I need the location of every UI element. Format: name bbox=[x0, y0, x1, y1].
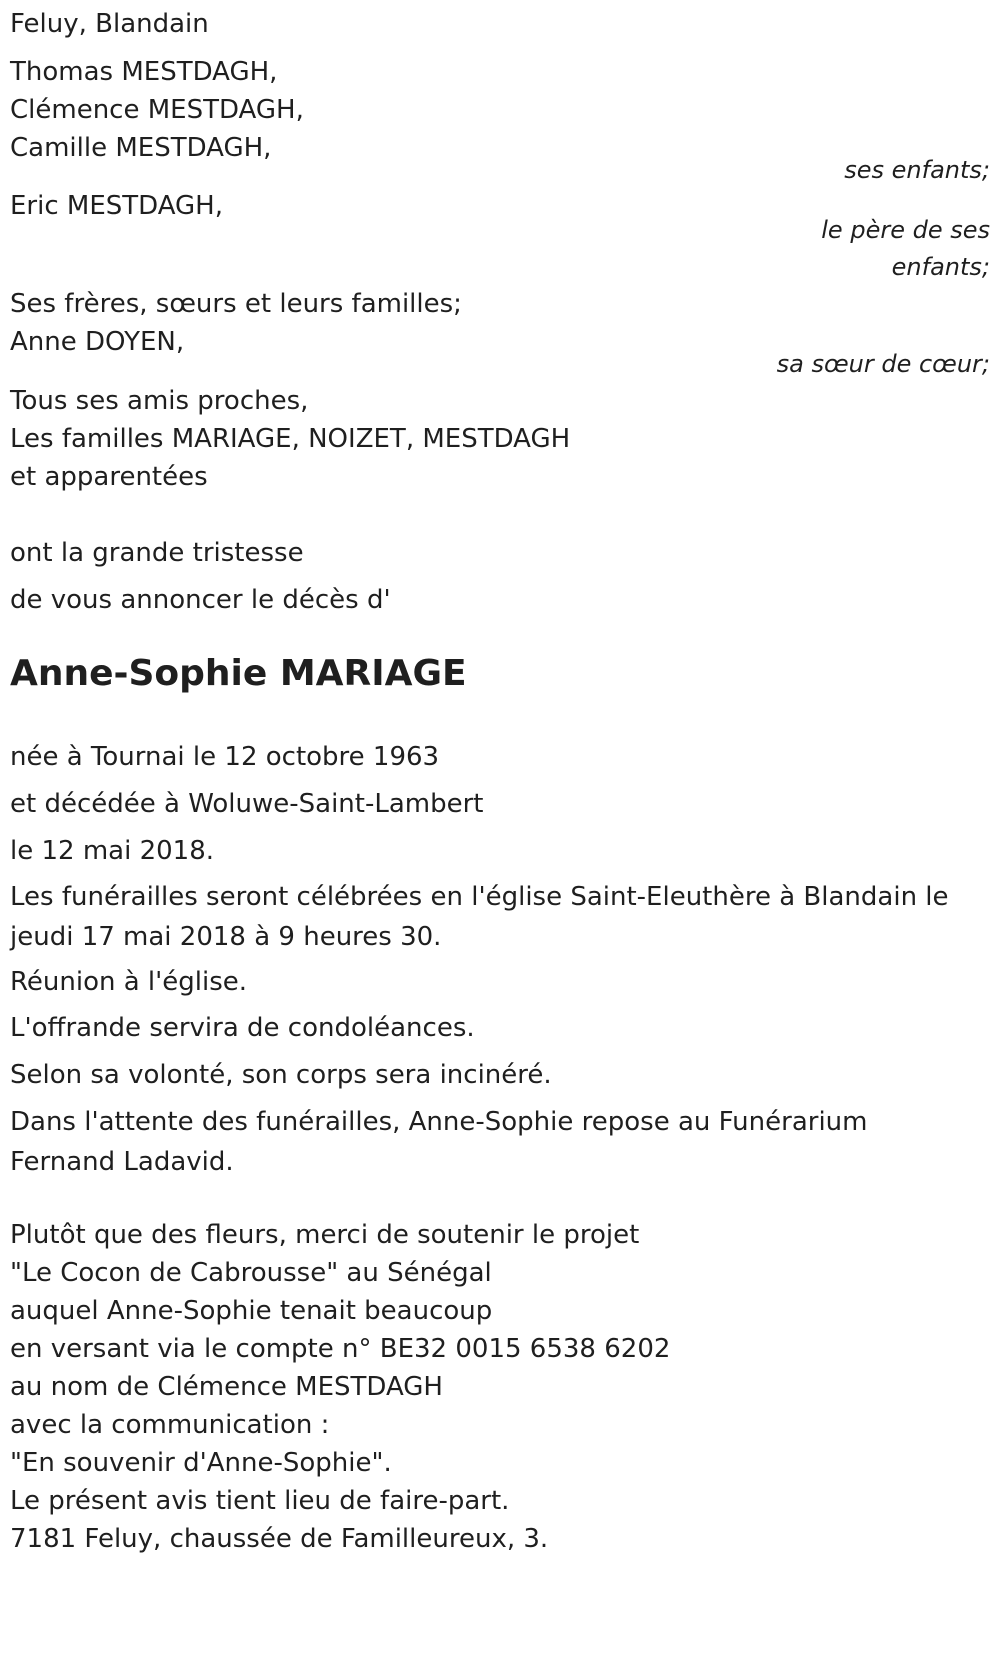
children-role: ses enfants; bbox=[844, 156, 990, 184]
child-name: Camille MESTDAGH, bbox=[10, 133, 272, 163]
donation-line: au nom de Clémence MESTDAGH bbox=[10, 1372, 443, 1402]
friends: Tous ses amis proches, bbox=[10, 386, 309, 416]
families: Les familles MARIAGE, NOIZET, MESTDAGH bbox=[10, 424, 571, 454]
donation-line: auquel Anne-Sophie tenait beaucoup bbox=[10, 1296, 493, 1326]
father-role-line2: enfants; bbox=[891, 253, 990, 281]
donation-line: 7181 Feluy, chaussée de Familleureux, 3. bbox=[10, 1524, 549, 1554]
donation-line: en versant via le compte n° BE32 0015 6538 6202 bbox=[10, 1334, 671, 1364]
heart-sister-role: sa sœur de cœur; bbox=[776, 350, 990, 378]
child-name: Clémence MESTDAGH, bbox=[10, 95, 304, 125]
offering-info: L'offrande servira de condoléances. bbox=[10, 1013, 475, 1043]
meeting-info: Réunion à l'église. bbox=[10, 967, 248, 997]
funeral-info: Les funérailles seront célébrées en l'église Saint-Eleuthère à Blandain le jeudi 17 mai 2018 à 9 heures 30. bbox=[10, 882, 949, 952]
related: et apparentées bbox=[10, 462, 208, 492]
announcement-line1: ont la grande tristesse bbox=[10, 538, 304, 568]
donation-line: "En souvenir d'Anne-Sophie". bbox=[10, 1448, 392, 1478]
donation-line: Le présent avis tient lieu de faire-part. bbox=[10, 1486, 510, 1516]
child-name: Thomas MESTDAGH, bbox=[10, 57, 278, 87]
death-place: et décédée à Woluwe-Saint-Lambert bbox=[10, 789, 484, 819]
birth-info: née à Tournai le 12 octobre 1963 bbox=[10, 742, 440, 772]
header-location: Feluy, Blandain bbox=[10, 9, 209, 39]
donation-line: avec la communication : bbox=[10, 1410, 330, 1440]
donation-line: Plutôt que des fleurs, merci de soutenir le projet bbox=[10, 1220, 640, 1250]
rest-info: Dans l'attente des funérailles, Anne-Sophie repose au Funérarium Fernand Ladavid. bbox=[10, 1107, 868, 1177]
heart-sister-name: Anne DOYEN, bbox=[10, 327, 185, 357]
announcement-line2: de vous annoncer le décès d' bbox=[10, 585, 391, 615]
cremation-info: Selon sa volonté, son corps sera incinéré. bbox=[10, 1060, 552, 1090]
father-role-line1: le père de ses bbox=[821, 216, 990, 244]
father-name: Eric MESTDAGH, bbox=[10, 191, 224, 221]
siblings: Ses frères, sœurs et leurs familles; bbox=[10, 289, 462, 319]
death-date: le 12 mai 2018. bbox=[10, 836, 215, 866]
deceased-name: Anne-Sophie MARIAGE bbox=[10, 653, 467, 694]
donation-line: "Le Cocon de Cabrousse" au Sénégal bbox=[10, 1258, 492, 1288]
